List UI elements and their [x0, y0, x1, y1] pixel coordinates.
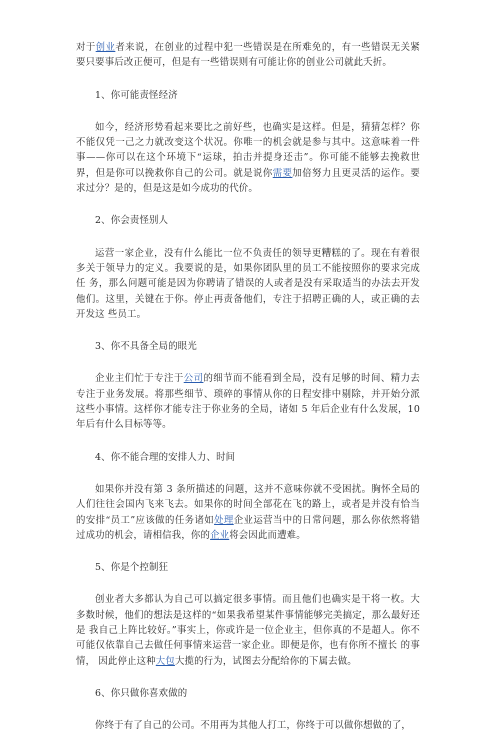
- keyword-link[interactable]: 创业: [95, 42, 116, 53]
- text: 加倍努力且更灵活的运作。要求过分？是的，但是这是如今成功的代价。: [76, 167, 420, 195]
- text: 创业者大多都认为自己可以搞定很多事情。而且他们也确实是干将一枚。大多数时候，他们的想法是这样的“如果我希望某件事情能够完美搞定，那么最好还是 我自己上阵比较好。”事实上，你或许是一位企业主，但你真的不是超人。你不可能仅依靠自己去做任何事情来运营一家企业。即便是你，也有你所不擅长 的事情， 因此停止这种: [76, 594, 420, 667]
- article-body: [76, 40, 420, 734]
- keyword-link[interactable]: 大包: [155, 655, 175, 667]
- section-heading: 5、你是个控制狂: [95, 562, 169, 574]
- section-heading: 4、你不能合理的安排人力、时间: [95, 451, 236, 463]
- text: 运营一家企业，没有什么能比一位不负责任的领导更糟糕的了。现在有着很多关于领导力的定义。我要说的是，如果你团队里的员工不能按照你的要求完成任 务，那么问题可能是因为你聘请了错误的人或者是没有采取适当的办法去开发他们。这里，关键在于你。停止再责备他们，专注于招聘正确的人，或正确的去开发这 些员工。: [76, 247, 420, 320]
- section-paragraph: [76, 120, 420, 196]
- text: 企业主们忙于专注于: [95, 373, 184, 385]
- keyword-link[interactable]: 企业: [210, 529, 230, 541]
- section-paragraph: [76, 482, 420, 543]
- section-heading: 2、你会责怪别人: [95, 215, 169, 227]
- text: 者来说，在创业的过程中犯一些错误是在所难免的，有一些错误无关紧要只要事后改正便可，但是有一些错误则有可能让你的创业公司就此夭折。: [76, 42, 420, 69]
- text: 对于: [76, 42, 96, 53]
- text: 将会因此而遭难。: [229, 529, 306, 541]
- text: 企业运营当中的日常问题，那么你依然将错过成功的机会，请相信我，你的: [76, 514, 420, 541]
- text: 如果你并没有第 3 条所描述的问题，这并不意味你就不受困扰。胸怀全局的人们往往会国内飞来飞去。如果你的时间全部花在飞的路上，或者是并没有恰当的安排“员工”应该做的任务诸如: [76, 483, 420, 526]
- section-heading: 1、你可能责怪经济: [95, 89, 178, 101]
- text: 你终于有了自己的公司。不用再为其他人打工，你终于可以做你想做的了，: [95, 720, 411, 732]
- text: 大揽的行为，试图去分配给你的下属去做。: [174, 655, 357, 667]
- section-paragraph: [76, 371, 420, 432]
- text: 的细节而不能看到全局，没有足够的时间、精力去专注于业务发展。将那些细节、琐碎的事情从你的日程安排中剔除，并开始分派这些小事情。这样你才能专注于你业务的全局，诸如 5 年后企业有什么发展，10 年后有什么目标等等。: [76, 373, 420, 431]
- section-heading: 6、你只做你喜欢做的: [95, 687, 188, 699]
- section-paragraph: [76, 592, 420, 668]
- text: 如今，经济形势看起来要比之前好些，也确实是这样。但是，猜猜怎样？你不能仅凭一己之力就改变这个状况。你唯一的机会就是参与其中。这意味着一件事——你可以在这个环境下“运球，拍击并提身还击”。你可能不能够去挽救世界，但是你可以挽救你自己的公司。就是说你: [76, 121, 420, 179]
- keyword-link[interactable]: 公司: [183, 373, 204, 385]
- keyword-link[interactable]: 需要: [272, 167, 293, 179]
- keyword-link[interactable]: 处理: [214, 514, 234, 526]
- intro-paragraph: [76, 40, 420, 71]
- section-paragraph: [76, 246, 420, 322]
- section-paragraph: [76, 718, 420, 733]
- section-heading: 3、你不具备全局的眼光: [95, 341, 197, 353]
